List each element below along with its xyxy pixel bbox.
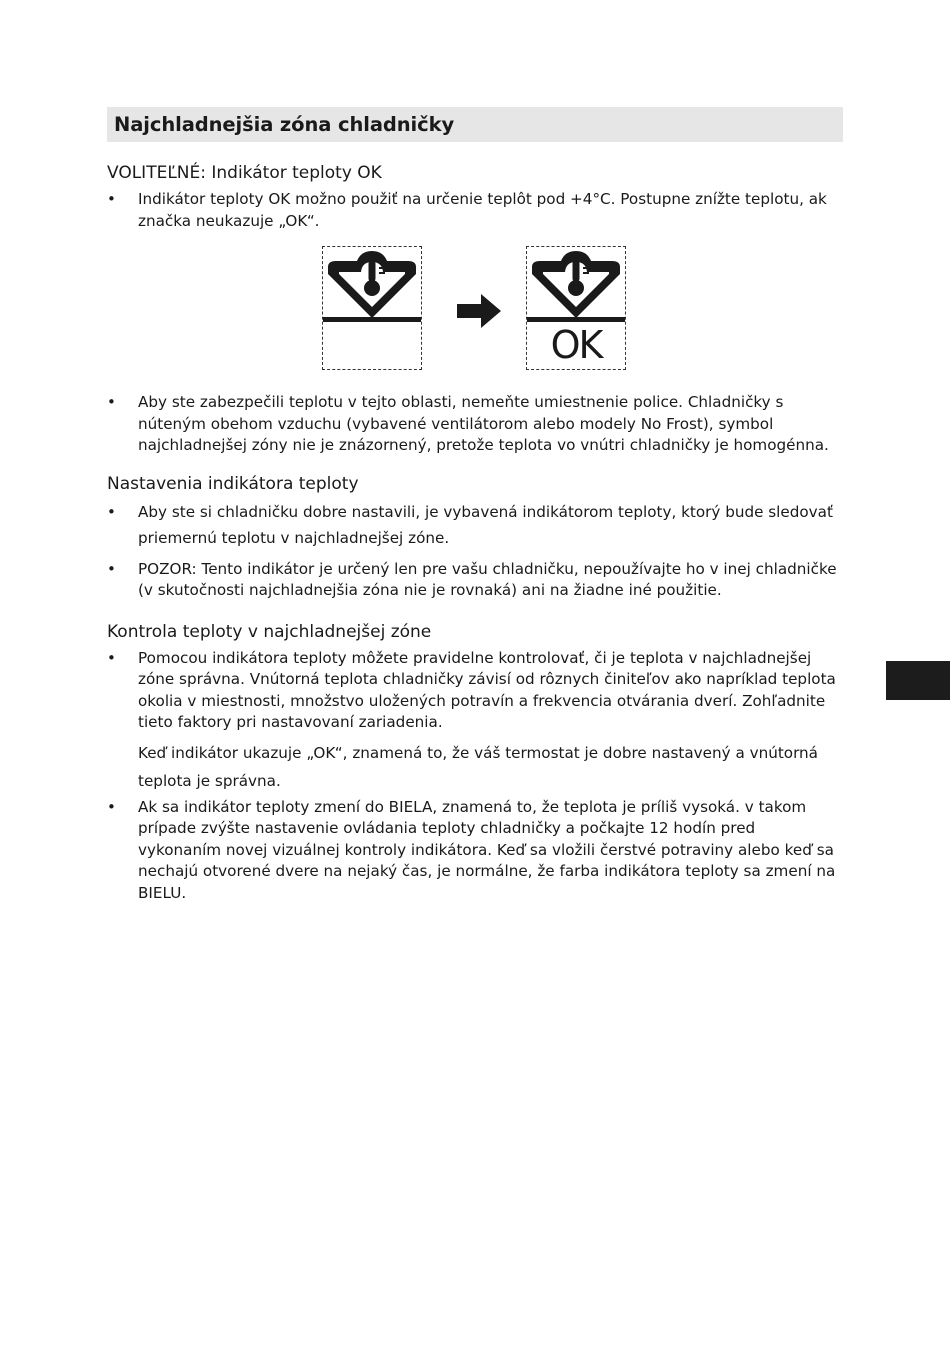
list-item-text: POZOR: Tento indikátor je určený len pre vašu chladničku, nepoužívajte ho v inej chladničke (v skutočnosti najchladnejšia zóna nie je rovnaká) ani na žiadne iné použitie. <box>138 559 837 599</box>
list-item: • Ak sa indikátor teploty zmení do BIELA, znamená to, že teplota je príliš vysoká. v takom prípade zvýšte nastavenie ovládania teploty chladničky a počkajte 12 hodín pred vykonaním novej vizuálnej kontroly indikátora. Keď sa vložili čerstvé potraviny alebo keď sa nechajú otvorené dvere na nejaký čas, je normálne, že farba indikátora teploty sa zmení na BIELU. <box>107 797 843 905</box>
indicator-figure <box>107 246 843 392</box>
indicator-blank <box>322 246 422 370</box>
section-title-bar <box>107 107 843 142</box>
list-item <box>107 559 843 602</box>
list-item: • Aby ste zabezpečili teplotu v tejto oblasti, nemeňte umiestnenie police. Chladničky s núteným obehom vzduchu (vybavené ventilátorom alebo modely No Frost), symbol najchladnejšej zóny nie je znázornený, pretože teplota vo vnútri chladničky je homogénna. <box>107 392 843 457</box>
list-shelf-note <box>107 392 843 457</box>
list-indicator-settings <box>107 499 843 602</box>
thermometer-cold-zone-icon <box>323 247 421 369</box>
indicator-ok <box>526 246 626 370</box>
page-content <box>107 163 843 904</box>
page-title: Najchladnejšia zóna chladničky <box>114 113 455 136</box>
list-temperature-check <box>107 648 843 734</box>
arrow-right-icon <box>457 294 501 332</box>
list-optional-indicator <box>107 189 843 232</box>
list-item: • Pomocou indikátora teploty môžete pravidelne kontrolovať, či je teplota v najchladnejšej zóne správna. Vnútorná teplota chladničky závisí od rôznych činiteľov ako napríklad teplota okolia v miestnosti, množstvo uložených potravín a frekvencia otvárania dverí. Zohľadnite tieto faktory pri nastavovaní zariadenia. <box>107 648 843 734</box>
side-tab-marker <box>886 661 950 700</box>
ok-label: OK <box>550 323 602 367</box>
list-item: • Indikátor teploty OK možno použiť na určenie teplôt pod +4°C. Postupne znížte teplotu, ak značka neukazuje „OK“. <box>107 189 843 232</box>
heading-temperature-check: Kontrola teploty v najchladnejšej zóne <box>107 621 432 642</box>
list-item: • Aby ste si chladničku dobre nastavili, je vybavená indikátorom teploty, ktorý bude sledovať priemernú teplotu v najchladnejšej zóne. <box>107 499 843 551</box>
list-white-indicator <box>107 797 843 905</box>
heading-optional-indicator: VOLITEĽNÉ: Indikátor teploty OK <box>107 163 382 183</box>
ok-explanation: Keď indikátor ukazuje „OK“, znamená to, že váš termostat je dobre nastavený a vnútorná teplota je správna. <box>138 743 818 790</box>
heading-indicator-settings: Nastavenia indikátora teploty <box>107 473 359 494</box>
